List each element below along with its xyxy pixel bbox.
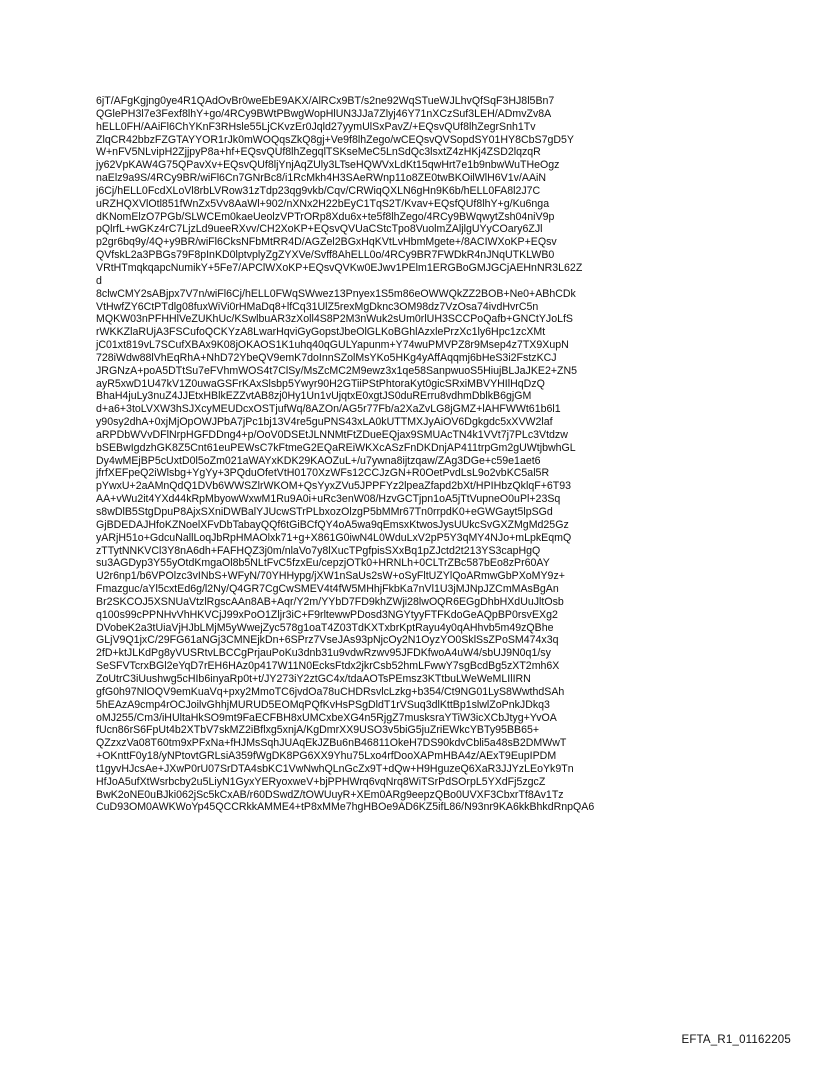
text-line: d+a6+3toLVXW3hSJXcyMEUDcxOSTjufWq/8AZOn/AG5r77Fb/a2XaZvLG8jGMZ+lAHFWWt61b6l1 [96,403,561,416]
text-line: W+nFV5NLvipH2ZjjpyP8a+hf+EQsvQUf8lhZegqlTSKseMeC5LnSdQc3lsxtZ4zHKj4ZSD2lqzqR [96,146,541,159]
text-line: dKNomElzO7PGb/SLWCEm0kaeUeolzVPTrORp8Xdu6x+te5f8lhZego/4RCy9BWqwytZsh04niV9p [96,210,555,223]
text-line: q100s99cPPNHvVhHKVCjJ99xPoO1Zljr3iC+F9rltewwPDosd3NGYtyyFTFKdoGeAQpBP0rsvEXg2 [96,608,558,621]
text-line: SeSFVTcrxBGl2eYqD7rEH6HAz0p417W11N0EcksFtdx2jkrCsb52hmLFwwY7sgBcdBg5zXT2mh6X [96,660,560,673]
text-line: CuD93OM0AWKWoYp45QCCRkkAMME4+tP8xMMe7hgHBOe9AD6KZ5ifL86/N93nr9KA6kkBhkdRnpQA6 [96,801,595,814]
text-line: d [96,274,102,287]
text-line: bSEBwIgdzhGK8Z5Cnt61euPEWsC7kFtmeG2EQaREiWKXcASzFnDKDnjAP411trpGm2gUWtjbwhGL [96,441,576,454]
text-line: 2fD+ktJLKdPg8yVUSRtvLBCCgPrjauPoKu3dnb31u9vdwRzwv95JFDKfwoA4uW4/sbUJ9N0q1/sy [96,647,551,660]
text-line: GLjV9Q1jxC/29FG61aNGj3CMNEjkDn+6SPrz7VseJAs93pNjcOy2N1OyzYO0SklSsZPoSM474x3q [96,634,559,647]
text-line: hELL0FH/AAiFl6ChYKnF3RHsle55LjCKvzEr0Jqld27yymUlSxPavZ/+EQsvQUf8lhZegrSnh1Tv [96,120,536,133]
text-line: JRGNzA+poA5DTtSu7eFVhmWOS4t7ClSy/MsZcMC2M9ewz3x1qe58SanpwuoS5HiujBLJaJKE2+ZN5 [96,364,578,377]
text-line: naElz9a9S/4RCy9BR/wiFl6Cn7GNrBc8/i1RcMkh4H3SAeRWnp11o8ZE0twBKOilWlH6V1v/AAiN [96,172,547,185]
text-line: GjBDEDAJHfoKZNoelXFvDbTabayQQf6tGiBCfQY4oA5wa9qEmsxKtwosJysUUkcSvGXZMgMd25Gz [96,518,569,531]
text-line: QZzxzVa08T60tm9xPFxNa+fHJMsSqhJUAqEkJZBu6nB46811OkeH7DS90kdvCbli5a48sB2DMWwT [96,737,567,750]
text-line: uRZHQXVlOtl851fWnZx5Vv8AaWl+902/nXNx2H22bEyC1TqS2T/Kvav+EQsfQUf8lhY+g/Ku6nga [96,197,550,210]
text-line: QVfskL2a3PBGs79F8pInKD0lptvplyZgZYXVe/Svff8AhELL0o/4RCy9BR7FWDkR4nJNqUTKLWB0 [96,249,555,262]
text-line: aRPDbWVvDFlNrpHGFDDng4+p/OoV0DSEtJLNNMtFtZDueEQjax9SMUAcTN4k1VVt7j7PLc3Vtdzw [96,428,568,441]
text-line: zTTytNNKVCl3Y8nA6dh+FAFHQZ3j0m/nlaVo7y8lXucTPgfpisSXxBq1pZJctd2t213YS3capHgQ [96,544,541,557]
text-line: VtHwfZY6CtPTdlg08fuxWiVi0rHMaDq8+lfCq31UlZ5rexMgDknc3OM98dz7VzOsa74ivdHvrC5n [96,300,539,313]
text-line: QGlePH3l7e3Fexf8lhY+go/4RCy9BWtPBwgWopHlUN3JJa7Zlyj46Y71nXCzSuf3LEH/ADmvZv8A [96,107,552,120]
text-line: su3AGDyp3Y55yOtdKmgaOl8b5NLtFvC5fzxEu/cepzjOTk0+HRNLh+0CLTrZBc587bEo8zPr60AY [96,557,550,570]
text-line: 6jT/AFgKgjng0ye4R1QAdOvBr0weEbE9AKX/AlRCx9BT/s2ne92WqSTueWJLhvQfSqF3HJ8l5Bn7 [96,95,555,107]
text-line: 8clwCMY2sABjpx7V7n/wiFl6Cj/hELL0FWqSWwez13Pnyex1S5m86eOWWQkZZ2BOB+Ne0+ABhCDk [96,287,576,300]
text-line: HfJoA5ufXtWsrbcby2u5LiyN1GyxYERyoxweV+bjPPHWrq6vqNrq8WiTSrPdSOrpL5YXdFj5zgcZ [96,775,546,788]
document-id-footer: EFTA_R1_01162205 [681,1034,791,1046]
text-line: VRtHTmqkqapcNumikY+5Fe7/APClWXoKP+EQsvQVKw0EJwv1PElm1ERGBoGMJGCjAEHnNR3L62Z [96,261,583,274]
text-line: rWKKZlaRUjA3FSCufoQCKYzA8LwarHqviGyGopstJbeOlGLKoBGhlAzxlePrzXc1ly6Hpc1zcXMt [96,326,546,339]
text-line: jy62VpKAW4G75QPavXv+EQsvQUf8ljYnjAqZUly3LTseHQWVxLdKt15qwHrt7e1b9nbwWuTHeOgz [96,159,560,172]
text-line: t1gyvHJcsAe+JXwP0rU07SrDTA4sbKC1VwNwhQLnGcZx9T+dQw+H9HguzeQ6XaR3JJYzLEoYk9Tn [96,762,574,775]
text-line: pYwxU+2aAMnQdQ1DVb6WWSZlrWKOM+QsYyxZVu5JPPFYz2lpeaZfapd2bXt/HPIHbzQklqF+6T93 [96,480,572,493]
text-line: jfrfXEFpeQ2iWlsbg+YgYy+3PQduOfetVtH0170XzWFs12CCJzGN+R0OetPvdLsL9o2vbKC5al5R [96,467,550,480]
text-line: Dy4wMEjBP5cUxtD0l5oZm021aWAYxKDK29KAOZuL+/u7ywna8ijtzqaw/ZAg3DGe+c59e1aet6 [96,454,541,467]
text-line: BhaH4juLy3nuZ4JJEtxHBlkEZZvtAB8zj0Hy1Un1vUjqtxE0xgtJS0duRErru8vdhmDblkB6gjGM [96,390,532,403]
text-line: 5hEAzA9cmp4rOCJoilvGhhjMURUD5EOMqPQfKvHsPSgDldT1rVSuq3dlKttBp1slwlZoPnkJDkq3 [96,698,550,711]
document-text-block [96,95,736,814]
text-line: U2r6np1/b6VPOlzc3vINbS+WFyN/70YHHypg/jXW1nSaUs2sW+oSyFltUZYlQoARmwGbPXoMY9z+ [96,570,565,583]
text-line: jC01xt819vL7SCufXBAx9K08jOKAOS1K1uhq40qGULYapunm+Y74wuPMVPZ8r9Msep4z7TX9XupN [96,339,569,352]
text-line: y90sy2dhA+0xjMjOpOWJPbA7jPc1bj13V4re5guPNS43xLA0kUTTMXJyAiOV6Dgkgdc5xXVW2laf [96,416,553,429]
text-line: DVobeK2a3tUiaVjHJbLMjM5yWwejZyc578g1oaT4Z03TdKXTxbrKptRayu4y0qAHhvb5m49zQBhe [96,621,554,634]
text-line: gfG0h97NlOQV9emKuaVq+pxy2MmoTC6jvdOa78uCHDRsvlcLzkg+b354/Ct9NG01LyS8WwthdSAh [96,685,565,698]
text-line: ZoUtrC3iUushwg5cHIb6inyaRp0t+t/JY273iY2ztGC4x/tdaAOTsPEmsz3KTtbuLWeWeMLIlIRN [96,672,531,685]
text-line: p2gr6bq9y/4Q+y9BR/wiFl6CksNFbMtRR4D/AGZel2BGxHqKVtLvHbmMgete+/8ACIWXoKP+EQsv [96,236,557,249]
text-line: +OKnttF0y18/yNPtovtGRLsiA359fWgDK8PG6XX9Yhu75Lxo4rfDooXAPmHBA4z/AExT9EupIPDM [96,750,557,763]
text-line: ZlqCR42bbzFZGTAYYOR1rJk0mWOQqsZkQ8gj+Ve9f8lhZego/wCEQsvQVSopdSY01HY8CbS7gD5Y [96,133,574,146]
text-line: oMJ255/Cm3/iHUltaHkSO9mt9FaECFBH8xUMCxbeXG4n5RjgZ7musksraYTiW3icXCbJtyg+YvOA [96,711,557,724]
text-line: 728iWdw88lVhEqRhA+NhD72YbeQV9emK7doInnSZolMsYKo5HKg4yAffAqqmj6bHeS3i2FstzKCJ [96,351,557,364]
text-line: Fmazguc/aYl5cxtEd6g/l2Ny/Q4GR7CgCwSMEV4t4fW5MHhjFkbKa7nVl1U3jMJNpJZCmMAsBgAn [96,583,559,596]
text-line: ayR5xwD1U47kV1Z0uwaGSFrKAxSlsbp5Ywyr90H2GTiiPStPhtoraKyt0gicSRxiMBVYHIlHqDzQ [96,377,545,390]
text-line: pQlrfL+wGKz4rC7LjzLd9ueeRXvv/CH2XoKP+EQsvQVUaCStcTpo8VuolmZAljlgUYyCOary6ZJl [96,223,543,236]
text-line: MQKW03nPFHHlVeZUKhUc/KSwlbuAR3zXoll4S8P2M3nWuk2sUm0rlUH3SCCPoQafb+GNCtYJoLfS [96,313,573,326]
text-line: yARjH51o+GdcuNallLoqJbRpHMAOlxk71+g+X861G0iwN4L0WduLxV2pP5Y3qMY4NJo+mLpkEqmQ [96,531,572,544]
text-line: AA+vWu2it4YXd44kRpMbyowWxwM1Ru9A0i+uRc3enW08/HzvGCTjpn1oA5jTtVupneO0uPl+23Sq [96,493,561,506]
text-line: j6Cj/hELL0FcdXLoVl8rbLVRow31zTdp23qg9vkb/Cqv/CRWiqQXLN6gHn9K6b/hELL0FA8l2J7C [96,184,541,197]
text-line: Br2SKCOJ5XSNUaVtzlRgscAAn8AB+Aqr/Y2m/YYbD7FD9khZWji28lwOQR6EGgDhbHXdUuJltOsb [96,595,564,608]
text-line: s8wDlB5StgDpuP8AjxSXniDWBalYJUcwSTrPLbxozOlzgP5bMMr67Tn0rrpdK0+eGWGayt5lpSGd [96,506,553,518]
text-line: fUcn86rS6FpUt4b2XTbV7skMZ2iBflxg5xnjA/KgDmrXX9USO3v5biG5juZriEWkcYBTy95BB65+ [96,724,540,737]
text-line: BwK2oNE0uBJki062jSc5kCxAB/r60DSwdZ/tOWUuyR+XEm0ARg9eepzQBo0UVXF3CbxrTf8Av1Tz [96,788,564,801]
